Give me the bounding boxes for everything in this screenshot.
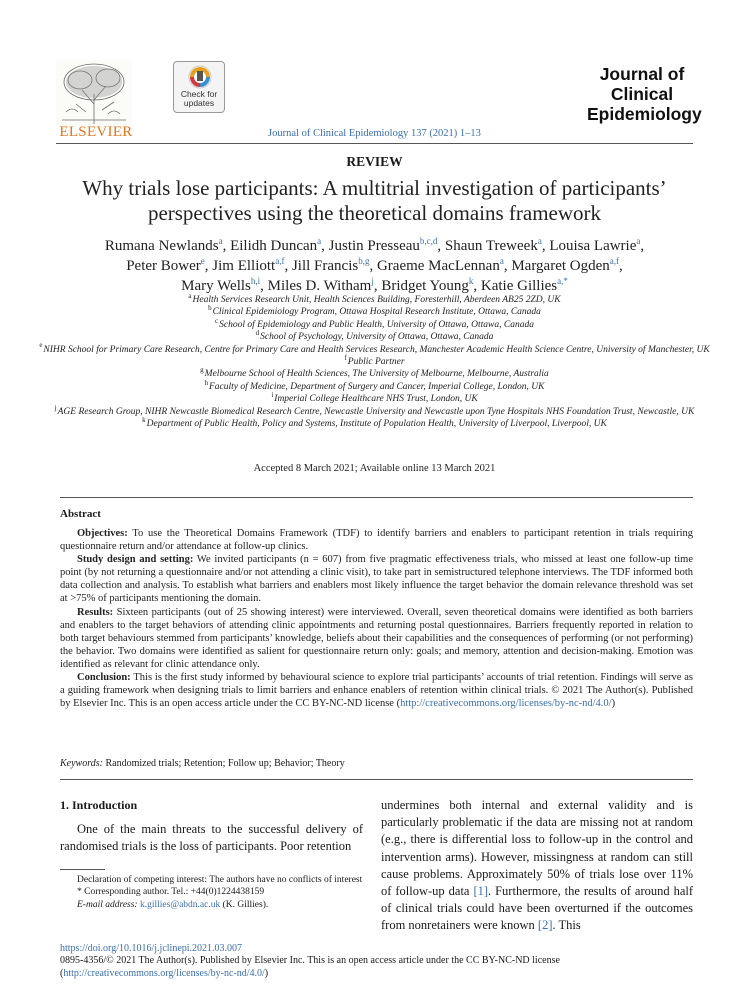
affiliation-item: [30, 393, 719, 405]
journal-logo: [587, 64, 702, 124]
author-separator: ,: [204, 258, 213, 274]
affiliation-key: d: [255, 329, 260, 338]
author-affiliation-marker[interactable]: a: [636, 236, 641, 246]
author-separator: ,: [321, 238, 329, 254]
author-name[interactable]: Eilidh Duncan: [230, 238, 318, 254]
author-name[interactable]: Shaun Treweek: [444, 238, 538, 254]
author-affiliation-marker[interactable]: a,f: [609, 256, 620, 266]
footer-paren-open: (: [60, 967, 64, 979]
author-entry: [445, 238, 549, 254]
affiliation-item: [30, 403, 719, 418]
author-name[interactable]: Louisa Lawrie: [549, 238, 637, 254]
author-entry: [105, 238, 230, 254]
author-name[interactable]: Miles D. Witham: [267, 278, 372, 294]
author-name[interactable]: Jill Francis: [291, 258, 359, 274]
reference-link-2[interactable]: [2]: [537, 918, 553, 933]
author-affiliation-marker[interactable]: e: [200, 256, 205, 266]
author-list: [56, 236, 693, 296]
affiliation-item: [30, 306, 719, 318]
author-separator: ,: [640, 238, 645, 254]
author-entry: [481, 278, 568, 294]
issn-copyright: 0895-4356/© 2021 The Author(s). Published by Elsevier Inc. This is an open access article under the CC BY-NC-ND license: [60, 955, 560, 967]
conclusion-text: This is the first study informed by behavioural science to explore trial participants’ accounts of trial retention. Findings will serve as a guiding framework when designing trials to limit barriers and enhance enablers of retention within clinical trials. © 2021 The Author(s). Published by Elsevier Inc. This is an open access article under the CC BY-NC-ND license (: [60, 672, 694, 710]
author-name[interactable]: Mary Wells: [181, 278, 251, 294]
affiliation-key: f: [344, 353, 347, 362]
author-affiliation-marker[interactable]: a: [499, 256, 504, 266]
author-entry: [377, 258, 511, 274]
left-column: [60, 797, 363, 856]
email-link[interactable]: k.gillies@abdn.ac.uk: [139, 899, 221, 910]
affiliation-key: j: [54, 403, 57, 412]
affiliation-text: AGE Research Group, NIHR Newcastle Biomedical Research Centre, Newcastle University and Newcastle upon Tyne Hospitals NHS Foundation Trust, Newcastle, UK: [57, 406, 695, 417]
affiliation-item: [30, 291, 719, 306]
keywords-divider: [60, 779, 693, 780]
author-affiliation-marker[interactable]: h,i: [250, 276, 261, 286]
affiliation-key: b: [208, 304, 212, 313]
affiliation-item: [30, 316, 719, 331]
footer-license: [60, 968, 693, 980]
author-separator: ,: [473, 278, 481, 294]
affiliation-list: [30, 291, 719, 430]
competing-interest-note: Declaration of competing interest: The authors have no conflicts of interest: [77, 875, 363, 885]
affiliation-key: h: [204, 378, 208, 387]
introduction-paragraph: One of the main threats to the successful delivery of randomised trials is the loss of participants. Poor retention: [60, 822, 363, 854]
author-name[interactable]: Bridget Young: [381, 278, 469, 294]
author-separator: ,: [260, 278, 268, 294]
author-entry: [268, 278, 382, 294]
journal-logo-line: Clinical: [610, 84, 674, 104]
section-heading-introduction: 1. Introduction: [60, 798, 138, 812]
affiliation-item: [30, 415, 719, 430]
author-affiliation-marker[interactable]: b,c,d: [419, 236, 438, 246]
abstract-heading: Abstract: [60, 508, 101, 520]
affiliation-item: [30, 331, 719, 343]
author-name[interactable]: Margaret Ogden: [511, 258, 610, 274]
header-divider: [56, 143, 693, 144]
affiliation-text: Clinical Epidemiology Program, Ottawa Hospital Research Institute, Ottawa, Canada: [212, 307, 541, 318]
author-name[interactable]: Peter Bower: [126, 258, 201, 274]
crossmark-icon: [174, 62, 226, 92]
author-name[interactable]: Katie Gillies: [480, 278, 558, 294]
author-affiliation-marker[interactable]: j: [371, 276, 374, 286]
author-affiliation-marker[interactable]: a: [317, 236, 322, 246]
affiliation-text: Department of Public Health, Policy and Systems, Institute of Population Health, University of Liverpool, Liverpool, UK: [146, 419, 607, 430]
abstract-divider: [60, 497, 693, 498]
right-column: [381, 797, 693, 935]
author-name[interactable]: Rumana Newlands: [104, 238, 219, 254]
abstract-conclusion: [60, 671, 693, 710]
intro-text-2: . Furthermore, the results of around half of clinical trials could have been overturned if the outcomes from nonretainers were known: [381, 884, 694, 933]
abstract-results: [60, 606, 693, 671]
article-title: Why trials lose participants: A multitrial investigation of participants’ perspectives using the theoretical domains framework: [82, 176, 667, 225]
publisher-name: ELSEVIER: [59, 124, 133, 140]
page-footer: [60, 943, 693, 980]
affiliation-item: [30, 341, 719, 356]
email-name: (K. Gillies).: [222, 899, 269, 910]
results-label: Results:: [77, 606, 114, 618]
journal-logo-line: Journal of: [599, 64, 685, 84]
affiliation-text: Faculty of Medicine, Department of Surgery and Cancer, Imperial College, London, UK: [208, 381, 545, 392]
affiliation-item: [30, 353, 719, 368]
objectives-label: Objectives:: [77, 528, 128, 539]
affiliation-key: g: [200, 366, 204, 375]
footnote-divider: [60, 869, 105, 870]
design-label: Study design and setting:: [77, 554, 194, 566]
author-entry: [181, 278, 268, 294]
author-entry: [126, 258, 212, 274]
author-separator: ,: [222, 238, 231, 254]
journal-logo-line: Epidemiology: [587, 104, 702, 124]
affiliation-text: NIHR School for Primary Care Research, Centre for Primary Care and Health Services Research, Manchester Academic Health Science Centre, University of Manchester, UK: [43, 344, 710, 355]
license-link[interactable]: http://creativecommons.org/licenses/by-nc-nd/4.0/: [400, 698, 612, 710]
author-separator: ,: [619, 258, 623, 274]
design-text: We invited participants (n = 607) from five pragmatic effectiveness trials, who missed at least one follow-up time point (by not returning a questionnaire and/or not attending a clinic visit), to take part in semistructured telephone interviews. The TDF informed both data collection and analysis. To establish what barriers and enablers most likely influence the target behavior the domain relevance threshold was set at >75% of participants mentioning the domain.: [60, 554, 694, 605]
keywords-text: Randomized trials; Retention; Follow up; Behavior; Theory: [105, 758, 345, 769]
publication-dates: Accepted 8 March 2021; Available online 13 March 2021: [253, 463, 496, 474]
reference-link-1[interactable]: [1]: [473, 884, 489, 899]
article-type: REVIEW: [346, 154, 403, 169]
abstract-body: [60, 527, 693, 710]
results-text: Sixteen participants (out of 25 showing interest) were interviewed. Overall, seven theoretical domains were identified as both barriers and enablers to the target behaviors of attending clinic appointments and returning postal questionnaires. Barriers frequently reported in relation to both target behaviours stemmed from participants’ knowledge, beliefs about their capabilities and the consequences of performing (or not performing) the behavior. Two domains were identified as salient for questionnaire return only: goals; and memory, attention and decision-making. Emotion was identified as relevant for clinic attendance only.: [60, 606, 694, 670]
author-separator: ,: [284, 258, 292, 274]
author-affiliation-marker[interactable]: a: [218, 236, 223, 246]
intro-text-3: . This: [552, 918, 581, 933]
affiliation-key: c: [215, 316, 219, 325]
affiliation-key: e: [39, 341, 43, 350]
author-name[interactable]: Jim Elliott: [212, 258, 276, 274]
check-for-updates-label: Check for updates: [180, 89, 218, 108]
author-separator: ,: [373, 278, 382, 294]
author-entry: [292, 258, 377, 274]
author-affiliation-marker[interactable]: b,g: [358, 256, 370, 266]
author-entry: [230, 238, 329, 254]
affiliation-item: [30, 368, 719, 380]
author-separator: ,: [541, 238, 550, 254]
author-separator: ,: [369, 258, 377, 274]
author-entry: [381, 278, 481, 294]
affiliation-text: Imperial College Healthcare NHS Trust, London, UK: [274, 394, 478, 405]
author-separator: ,: [503, 258, 512, 274]
journal-citation-link[interactable]: Journal of Clinical Epidemiology 137 (2021) 1–13: [268, 128, 481, 139]
affiliation-item: [30, 378, 719, 393]
affiliation-text: School of Psychology, University of Ottawa, Ottawa, Canada: [260, 332, 494, 343]
author-name[interactable]: Graeme MacLennan: [376, 258, 500, 274]
doi-link[interactable]: https://doi.org/10.1016/j.jclinepi.2021.03.007: [60, 943, 243, 954]
author-name[interactable]: Justin Presseau: [328, 238, 420, 254]
email-note: [60, 899, 363, 911]
conclusion-end: ): [611, 698, 616, 710]
email-label: E-mail address:: [77, 899, 138, 910]
author-affiliation-marker[interactable]: a: [537, 236, 542, 246]
keywords: [60, 758, 693, 769]
affiliation-key: a: [188, 291, 192, 300]
affiliation-text: Melbourne School of Health Sciences, The University of Melbourne, Melbourne, Australia: [204, 369, 549, 380]
author-separator: ,: [437, 238, 445, 254]
keywords-label: Keywords:: [60, 758, 103, 769]
affiliation-text: School of Epidemiology and Public Health, University of Ottawa, Ottawa, Canada: [219, 319, 534, 330]
objectives-text: To use the Theoretical Domains Framework (TDF) to identify barriers and enablers to participant retention in trials requiring questionnaire return and/or attendance at follow-up clinics.: [60, 528, 693, 553]
author-entry: [329, 238, 445, 254]
affiliation-key: k: [142, 415, 146, 424]
conclusion-label: Conclusion:: [77, 672, 131, 684]
intro-text-1: undermines both internal and external validity and is particularly problematic if the data are missing not at random (e.g., there is differential loss to follow-up in the control and intervention arms). However, missingness at random can still cause problems. Approximately 50% of trials lose over 11% of follow-up data: [381, 798, 693, 899]
corresponding-author-note: * Corresponding author. Tel.: +44(0)1224438159: [77, 887, 265, 898]
footer-license-link[interactable]: http://creativecommons.org/licenses/by-nc-nd/4.0/: [63, 967, 265, 979]
introduction-paragraph-cont: [381, 797, 693, 935]
affiliation-text: Public Partner: [347, 357, 405, 368]
abstract-design: [60, 553, 693, 605]
author-entry: [212, 258, 292, 274]
author-entry: [549, 238, 644, 254]
author-entry: [511, 258, 622, 274]
abstract-objectives: [60, 527, 693, 553]
affiliation-text: Health Services Research Unit, Health Sciences Building, Foresterhill, Aberdeen AB25 2ZD, UK: [192, 295, 561, 305]
footnotes: [60, 874, 363, 911]
author-affiliation-marker[interactable]: a,f: [275, 256, 285, 266]
footer-paren-close: ): [264, 967, 269, 979]
affiliation-key: i: [271, 391, 274, 400]
author-affiliation-marker[interactable]: k: [468, 276, 474, 286]
author-affiliation-marker[interactable]: a,*: [557, 276, 568, 286]
